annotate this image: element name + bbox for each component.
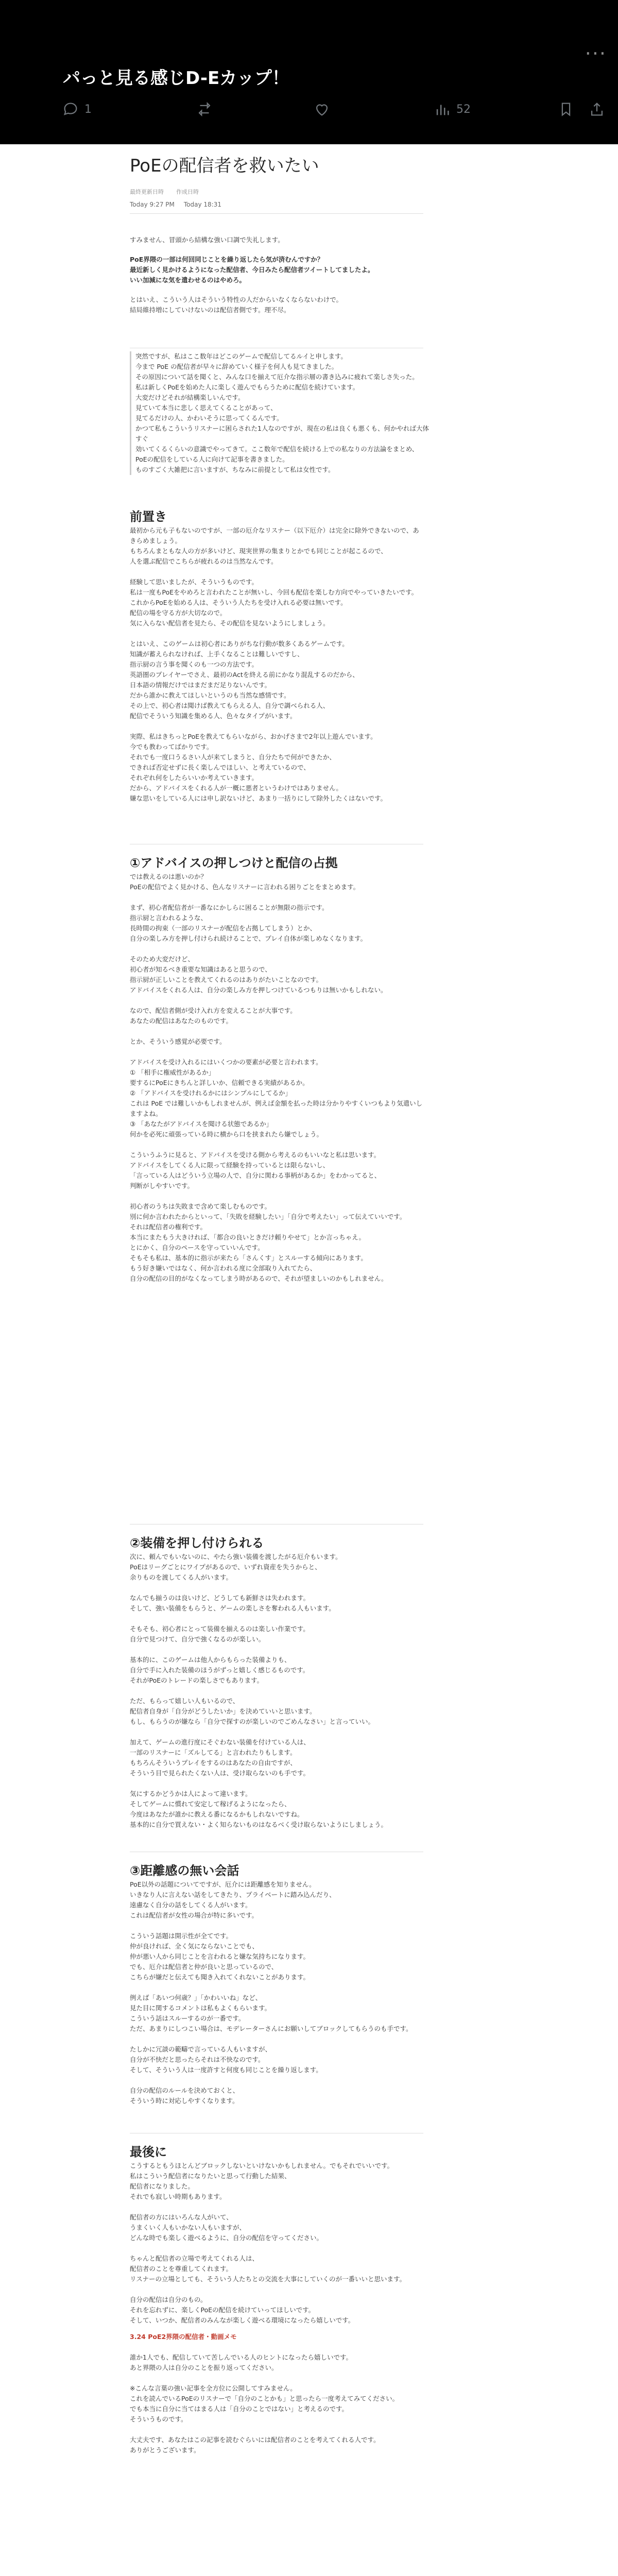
section-3 xyxy=(130,1879,423,2106)
meta-value-created: Today 18:31 xyxy=(183,201,221,208)
section-3-text: PoE以外の話題についてですが、厄介には距離感を知りません。 いきなり人に言えない話をしてきたり、プライベートに踏み込んだり、 遠慮なく自分の話をしてくる人がいます。 これは配信者が女性の場合が特に多いです。 こういう話題は開示性が全てです。 仲が良ければ、全く気にならないことでも、 仲が悪い人から同じことを言われると嫌な気持ちになります。 でも、厄介は配信者と仲が良いと思っているので、 こちらが嫌だと伝えても聞き入れてくれないことがあります。 例えば「あいつ何歳？」「かわいいね」など、 見た目に関するコメントは私もよくもらいます。 こういう話はスルーするのが一番です。 ただ、あまりにしつこい場合は、モデレーターさんにお願いしてブロックしてもらうのも手です。 たしかに冗談の範疇で言っている人もいますが、 自分が不快だと思ったらそれは不快なのです。 そして、そういう人は一度許すと何度も同じことを繰り返します。 自分の配信のルールを決めておくと、 そういう時に対応しやすくなります。 xyxy=(130,1880,413,2105)
section-1-text: では教えるのは悪いのか？ PoEの配信でよく見かける、色んなリスナーに言われる困りごとをまとめます。 まず、初心者配信者が一番なにかしらに困ることが無限の指示です。 指示厨と言われるような、 長時間の拘束（一部のリスナーが配信を占拠してしまう）とか、 自分の楽しみ方を押し付けられ続けることで、プレイ自体が楽しめなくなります。 そのため大変だけど、 初心者が知るべき重要な知識はあると思うので、 指示厨が正しいことを教えてくれるのはありがたいことなのです。 アドバイスをくれる人は、自分の楽しみ方を押しつけているつもりは無いかもしれない。 なので、配信者側が受け入れ方を変えることが大事です。 あなたの配信はあなたのものです。 とか、そういう感覚が必要です。 アドバイスを受け入れるにはいくつかの要素が必要と言われます。 ① 「相手に権威性があるか」 要するにPoEにきちんと詳しいか、信頼できる実績があるか。 ② 「アドバイスを受けれるかにはシンプルにしてるか」 これは PoE では難しいかもしれませんが、例えば金額を払った時は分かりやすくいつもより気遣いしますよね。 ③ 「あなたがアドバイスを聞ける状態であるか」 何かを必死に頑張っている時に横から口を挟まれたら嫌でしょう。 こういうふうに見ると、アドバイスを受ける側から考えるのもいいなと私は思います。 アドバイスをしてくる人に限って経験を持っているとは限らないし、 「言っている人はどういう立場の人で、自分に関わる事柄があるか」をわかってると、 判断がしやすいです。 初心者のうちは失敗まで含めて楽しむものです。 別に何か言われたからといって、「失敗を経験したい」「自分で考えたい」って伝えていいです。 それは配信者の権利です。 本当にまたもう大きければ、「都合の良いときだけ頼りやせて」とか言っちゃえ。 とにかく、自分のペースを守っていいんです。 そもそも私は、基本的に指示が来たら「さんくす」とスルーする傾向にあります。 もう好き嫌いではなく、何か言われる度に全部取り入れてたら、 自分の配信の目的がなくなってしまう時があるので、それが望ましいのかもしれません。 xyxy=(130,873,423,1282)
meta-labels xyxy=(130,188,199,196)
share-button[interactable] xyxy=(588,100,606,118)
meta-values xyxy=(130,201,221,208)
closing-text: 誰か1人でも、配信していて苦しんでいる人のヒントになったら嬉しいです。 あと界隈の人は自分のことを振り返ってください。 xyxy=(130,2353,352,2371)
meta-value-updated: Today 9:27 PM xyxy=(130,201,175,208)
foreword-text: 最初から元も子もないのですが、一部の厄介なリスナー（以下厄介）は完全に除外できないので、あきらめましょう。 もちろんまともな人の方が多いけど、現実世界の集まりとかでも同じことが起こるので、 人を選ぶ配信でこちらが疲れるのは当然なんです。 経験して思いましたが、そういうものです。 私は一度もPoEをやめろと言われたことが無いし、今回も配信を楽しむ方向でやっていきたいです。 これからPoEを始める人は、そういう人たちを受け入れる必要は無いです。 配信の場を守る方が大切なので。 気に入らない配信者を見たら、その配信を見ないようにしましょう。 とはいえ、このゲームは初心者にありがちな行動が数多くあるゲームです。 知識が蓄えられなければ、上手くなることは難しいですし、 指示厨の言う事を聞くのも一つの方法です。 英語圏のプレイヤーでさえ、最初のActを終える前にかなり混乱するのだから、 日本語の情報だけではまだまだ足りないんです。 だから誰かに教えてほしいというのも当然な感情です。 その上で、初心者は聞けば教えてもらえる人、自分で調べられる人、 配信でそういう知識を集める人、色々なタイプがいます。 実際、私はきちっとPoEを教えてもらいながら、おかげさまで2年以上遊んでいます。 今でも教わってばかりです。 それでも一度口うるさい人が来てしまうと、自分たちで何ができたか、 できれば否定せずに長く楽しんでほしい、と考えているので、 それぞれ何をしたらいいか考えていきます。 だから、アドバイスをくれる人が一概に悪者というわけではありません。 嫌な思いをしている人には申し訳ないけど、あまり一括りにして除外したくはないです。 xyxy=(130,527,419,802)
tweet-actions xyxy=(0,100,618,121)
postscript: ※こんな言葉の強い記事を全方位に公開してすみません。 これを読んでいるPoEのリスナーで「自分のことかも」と思ったら一度考えてみてください。 でも本当に自分に当てはまる人は「自分のことではない」と考えるのです。 そういうものです。 大丈夫です、あなたはこの記事を読むぐらいには配信者のことを考えてくれる人です。 ありがとうございます。 xyxy=(130,2384,399,2454)
meta-label-created: 作成日時 xyxy=(176,189,199,195)
heading-foreword: 前置き xyxy=(130,510,167,524)
views-icon xyxy=(434,100,451,118)
author-intro xyxy=(130,351,429,475)
meta-label-updated: 最終更新日時 xyxy=(130,189,164,195)
divider xyxy=(130,213,423,214)
reply-icon xyxy=(62,100,79,118)
bookmark-icon xyxy=(557,100,575,118)
foreword xyxy=(130,526,423,804)
intro xyxy=(130,235,423,315)
share-icon xyxy=(588,100,606,118)
intro-text-2: とはいえ、こういう人はそういう特性の人だからいなくならないわけで。 結局維持増にしていけないのは配信者側です。理不尽。 xyxy=(130,296,343,314)
last-text: こうするともうほとんどブロックしないといけないかもしれません。でもそれでいいです。 私はこういう配信者になりたいと思って行動した結果、 配信者になりました。 それでも寂しい時期もあります。 配信者の方にはいろんな人がいて、 うまくいく人もいかない人もいますが、 どんな時でも楽しく遊べるように、自分の配信を守ってください。 ちゃんと配信者の立場で考えてくれる人は、 配信者のことを尊重してくれます。 リスナーの立場としても、そういう人たちとの交流を大事にしていくのが一番いいと思います。 自分の配信は自分のもの。 それを忘れずに、楽しくPoEの配信を続けていってほしいです。 そして、いつか、配信者のみんなが楽しく遊べる環境になったら嬉しいです。 xyxy=(130,2162,406,2324)
top-bar xyxy=(0,0,618,144)
reply-button[interactable] xyxy=(62,100,92,118)
section-1 xyxy=(130,872,423,1284)
author-intro-text: 突然ですが、私はここ数年はどこのゲームで配信してるルイと申します。 今まで PoE の配信者が早々に辞めていく様子を何人も見てきました。 その原因について話を聞くと、みんな口を揃えて厄介な指示層の書き込みに疲れて楽しさ失った。 私は新しくPoEを始めた人に楽しく遊んでもらうために配信を続けています。 大変だけどそれが結構楽しいんです。 見ていて本当に悲しく思えてくることがあって、 見てるだけの人、かわいそうに思ってくるんです。 かつて私もこういうリスナーに困らされた1人なのですが、現在の私は良くも悪くも、何かやれば大体すぐ 効いてくるくらいの意識でやってきて。ここ数年で配信を続ける上での私なりの方法論をまとめ、 PoEの配信をしている人に向けて記事を書きました。 ものすごく大雑把に言いますが、ちなみに前提として私は女性です。 xyxy=(135,352,429,473)
tweet-text: パっと見る感じD-Eカップ！ xyxy=(63,68,289,89)
heading-section-1: ①アドバイスの押しつけと配信の占拠 xyxy=(130,856,338,870)
heading-last: 最後に xyxy=(130,2145,167,2159)
intro-bold-text: PoE界隈の一部は何回同じことを繰り返したら気が済むんですか？ 最近新しく見かけるようになった配信者、今日みたら配信者ツイートしてましたよ。 いい加減にな気を遣わせるのはやめろ。 xyxy=(130,256,374,284)
repost-button[interactable] xyxy=(196,100,213,118)
last-section xyxy=(130,2161,423,2455)
more-options-icon[interactable]: ··· xyxy=(585,42,607,65)
intro-text: すみません、冒頭から結構な強い口調で失礼します。 xyxy=(130,236,284,244)
repost-icon xyxy=(196,100,213,118)
reply-count: 1 xyxy=(84,103,92,116)
views-count: 52 xyxy=(456,103,471,116)
heading-section-2: ②装備を押し付けられる xyxy=(130,1536,264,1550)
heading-section-3: ③距離感の無い会話 xyxy=(130,1863,239,1878)
doc-title: PoEの配信者を救いたい xyxy=(130,156,319,176)
last-link[interactable]: 3.24 PoE2界隈の配信者・動画メモ xyxy=(130,2333,237,2341)
like-button[interactable] xyxy=(313,100,336,118)
bookmark-button[interactable] xyxy=(557,100,575,118)
heart-icon xyxy=(313,100,331,118)
section-2 xyxy=(130,1552,423,1830)
section-2-text: 次に、頼んでもいないのに、やたら強い装備を渡したがる厄介もいます。 PoEはリーグごとにワイプがあるので、いずれ資産を失うからと、 余りものを渡してくる人がいます。 なんでも揃うのは良いけど、どうしても新鮮さは失われます。 そして、強い装備をもらうと、ゲームの楽しさを奪われる人もいます。 そもそも、初心者にとって装備を揃えるのは楽しい作業です。 自分で見つけて、自分で強くなるのが楽しい。 基本的に、このゲームは他人からもらった装備よりも、 自分で手に入れた装備のほうがずっと嬉しく感じるものです。 それがPoEのトレードの楽しさでもあります。 ただ、もらって嬉しい人もいるので、 配信者自身が「自分がどうしたいか」を決めていいと思います。 もし、もらうのが嫌なら「自分で探すのが楽しいのでごめんなさい」と言っていい。 加えて、ゲームの進行度にそぐわない装備を付けている人は、 一部のリスナーに「ズルしてる」と言われたりもします。 もちろんそういうプレイをするのはあなたの自由ですが、 そういう目で見られたくない人は、受け取らないのも手です。 気にするかどうかは人によって違います。 そしてゲームに慣れて安定して稼げるようになったら、 今度はあなたが誰かに教える番になるかもしれないですね。 基本的に自分で買えない・よく知らないものはなるべく受け取らないようにしましょう。 xyxy=(130,1553,388,1828)
views-button[interactable] xyxy=(434,100,471,118)
